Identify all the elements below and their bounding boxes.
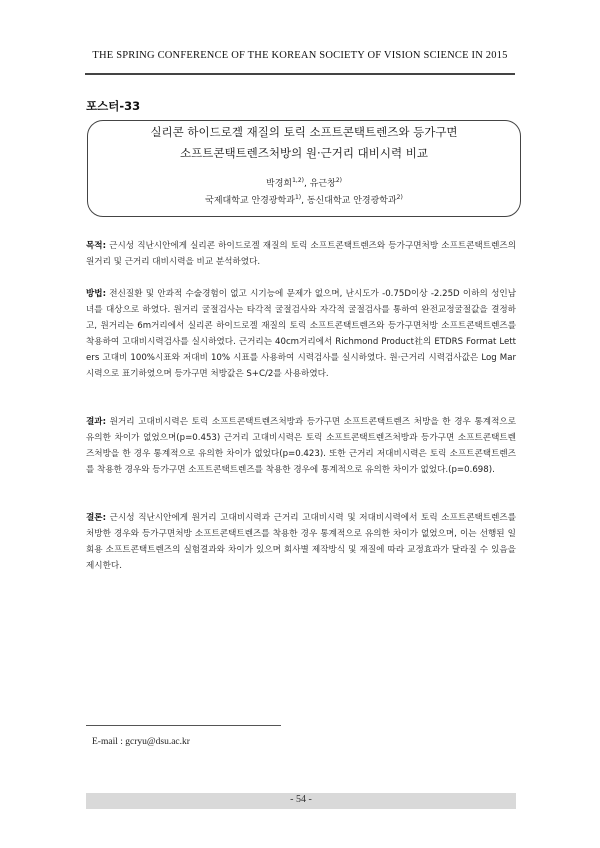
affiliation-1: 국제대학교 안경광학과 [205,196,295,206]
title-box [87,120,521,217]
author-separator: , [303,179,310,189]
affiliation-separator: , [301,196,307,206]
author-1: 박경희 [266,179,293,189]
result-label: 결과: [86,417,107,427]
corresponding-email: E-mail : gcryu@dsu.ac.kr [92,737,190,747]
method-text: 전신질환 및 안과적 수술경험이 없고 시기능에 문제가 없으며, 난시도가 -0.75D이상 -2.25D 이하의 성인남녀를 대상으로 하였다. 원거리 굴절검사는 타각적 굴절검사와 자각적 굴절검사를 통하여 완전교정굴절값을 결정하고, 원거리는 6m거리에서 실리콘 하이드로겔 재질의 토릭 소프트콘택트렌즈와 등가구면처방 소프트콘택트렌즈를 착용하여 고대비시력검사를 실시하였다. 근거리는 40cm거리에서 Richmond Product社의 ETDRS Format Letters 고대비 100%시표와 저대비 10% 시표를 사용하여 시력검사를 실시하였다. 원·근거리 시력검사값은 Log Mar 시력으로 표기하였으며 등가구면 처방값은 S+C/2를 사용하였다. [86,289,516,379]
poster-label: 포스터-33 [86,99,141,113]
author-1-affil: 1,2) [292,177,304,184]
purpose-section [86,238,516,270]
conclusion-section [86,510,516,574]
affiliation-2-mark: 2) [396,194,403,201]
author-2-affil: 2) [335,177,342,184]
method-section [86,286,516,382]
page-number: - 54 - [290,794,312,805]
paper-title-line-2: 소프트콘택트렌즈처방의 원·근거리 대비시력 비교 [180,146,428,160]
affiliation-list [88,193,520,206]
result-section [86,414,516,478]
conclusion-text: 근시성 직난시안에게 원거리 고대비시력과 근거리 고대비시력 및 저대비시력에서 토릭 소프트콘택트렌즈를 처방한 경우와 등가구면처방 소프트콘택트렌즈를 착용한 경우 통계적으로 유의한 차이가 없었으며, 이는 선행된 일회용 소프트콘택트렌즈의 실험결과와 차이가 있으며 회사별 제작방식 및 재질에 따라 교정효과가 달라질 수 있음을 제시한다. [86,513,516,571]
paper-title-line-1: 실리콘 하이드로겔 재질의 토릭 소프트콘택트렌즈와 등가구면 [150,125,458,139]
affiliation-1-mark: 1) [294,194,302,201]
purpose-text: 근시성 직난시안에게 실리콘 하이드로겔 재질의 토릭 소프트콘택트렌즈와 등가구면처방 소프트콘택트렌즈의 원거리 및 근거리 대비시력을 비교 분석하였다. [86,241,516,267]
author-list [88,176,520,189]
method-label: 방법: [86,289,107,299]
affiliation-2: 동신대학교 안경광학과 [306,196,397,206]
running-header: THE SPRING CONFERENCE OF THE KOREAN SOCIETY OF VISION SCIENCE IN 2015 [92,50,508,61]
purpose-label: 목적: [86,241,107,251]
result-text: 원거리 고대비시력은 토릭 소프트콘택트렌즈처방과 등가구면 소프트콘택트렌즈 처방을 한 경우 통계적으로 유의한 차이가 없었으며(p=0.453) 근거리 고대비시력은 토릭 소프트콘택트렌즈처방과 등가구면 소프트콘택트렌즈처방을 한 경우 통계적으로 유의한 차이가 없었다(p=0.423). 또한 근거리 저대비시력은 토릭 소프트콘택트렌즈를 착용한 경우와 등가구면 소프트콘택트렌즈를 착용한 경우에 통계적으로 유의한 차이가 없었다.(p=0.698). [86,417,516,475]
conclusion-label: 결론: [86,513,107,523]
header-rule [85,73,515,75]
author-2: 유근창 [309,179,336,189]
page-number-band [86,793,516,809]
footnote-rule [86,725,281,726]
